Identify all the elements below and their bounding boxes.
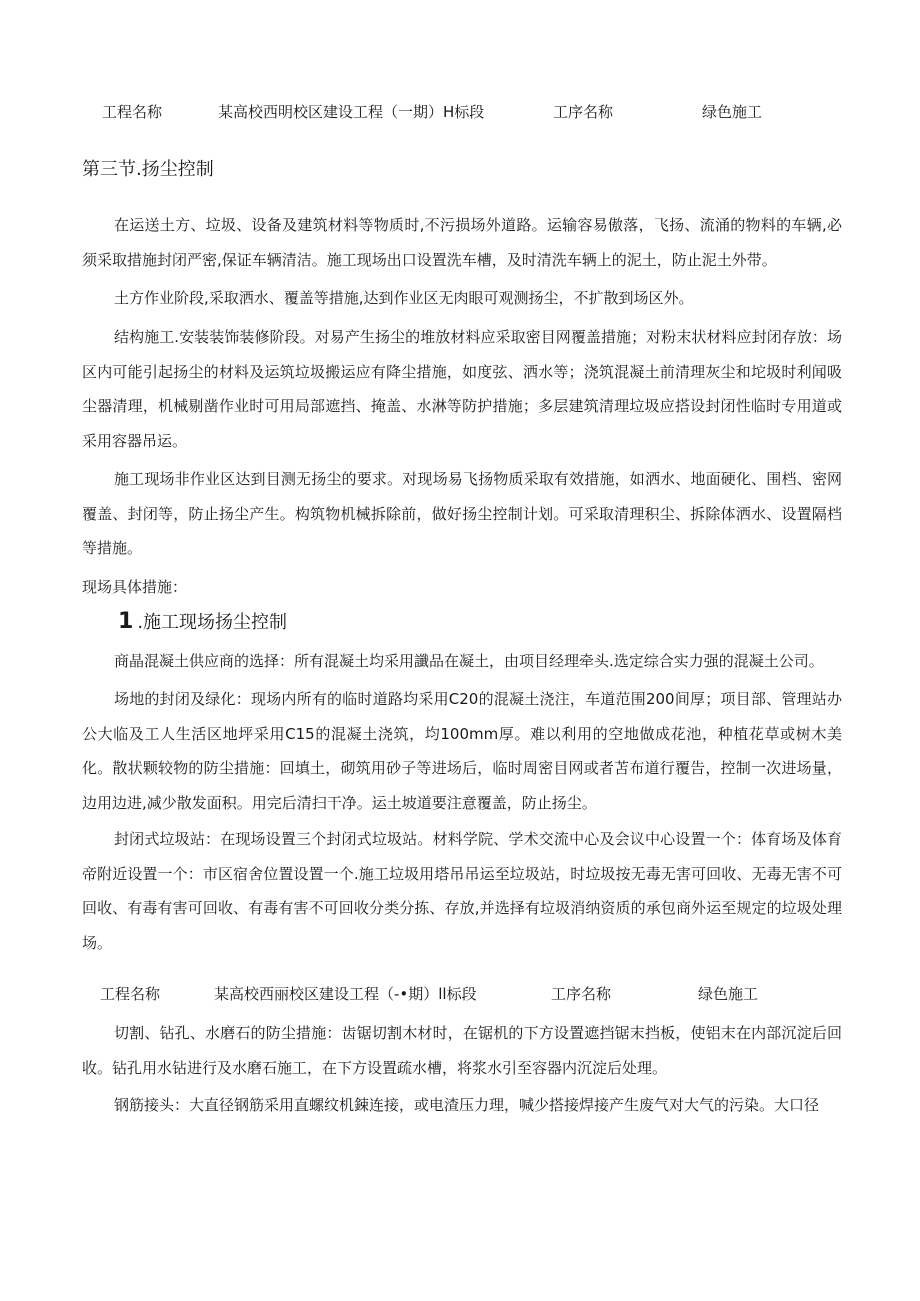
paragraph-non-work-area: 施工现场非作业区达到目测无扬尘的要求。对现场易飞扬物质采取有效措施，如洒水、地面硬化、围档、密网覆盖、封闭等，防止扬尘产生。构筑物机械拆除前，做好扬尘控制计划。可采取清理积尘、拆除体洒水、设置隔档等措施。 (82, 470, 842, 557)
project-name-value-2: 某高校西丽校区建设工程（-•期）ll标段 (214, 985, 477, 1003)
paragraph-cutting-drilling: 切割、钻孔、水磨石的防尘措施：齿锯切割木材时，在锯机的下方设置遮挡锯末挡板，使铝末在内部沉淀后回收。钻孔用水钻进行及水磨石施工，在下方设置疏水槽，将浆水引至容器内沉淀后处理。 (82, 1024, 842, 1077)
paragraph-site-enclosure: 场地的封闭及绿化：现场内所有的临时道路均采用C20的混凝土浇注，车道范围200间厚；项目部、管理站办公大临及工人生活区地坪采用C15的混凝土浇筑，均100mm厚。难以利用的空地做成花池，种植花草或树木美化。散状颗较物的防尘措施：回填土，砌筑用砂子等进场后，临时周密目网或者苫布道行覆告，控制一次进场量，边用边进,减少散发面积。用完后清扫干净。运土坡道要注意覆盖，防止扬尘。 (82, 690, 842, 812)
header-row-top (0, 100, 920, 124)
heading-text: .施工现场扬尘控制 (137, 612, 288, 633)
project-name-value: 某高校西明校区建设工程（一期）H标段 (218, 103, 485, 121)
process-name-value-2: 绿色施工 (698, 985, 759, 1003)
process-name-label: 工序名称 (553, 103, 614, 121)
process-name-value: 绿色施工 (702, 103, 763, 121)
paragraph-concrete-supplier: 商晶混凝土供应商的选择：所有混凝土均采用讖品在凝土，由项目经理牵头.选定综合实力强的混凝土公司。 (114, 652, 824, 670)
measures-intro: 现场具体措施： (82, 578, 188, 596)
process-name-label-2: 工序名称 (551, 985, 612, 1003)
paragraph-rebar-joint: 钢筋接头：大直径钢筋采用直螺纹机鋉连接，或电渣压力理，喊少搭接焊接产生废气对大气的污染。大口径 (114, 1096, 820, 1114)
paragraph-garbage-station: 封闭式垃圾站：在现场设置三个封闭式垃圾站。材料学院、学术交流中心及会议中心设置一个：体育场及体育帝附近设置一个：市区宿舍位置设置一个.施工垃圾用塔吊吊运至垃圾站，时垃圾按无毒无害可回收、无毒无害不可回收、有毒有害可回收、有毒有害不可回收分类分拣、存放,并选择有垃圾消纳资质的承包商外运至规定的垃圾处理场。 (82, 830, 842, 952)
project-name-label-2: 工程名称 (100, 985, 161, 1003)
paragraph-structure: 结构施工.安装装饰装修阶段。对易产生扬尘的堆放材料应采取密目网覆盖措施；对粉末状材料应封闭存放：场区内可能引起扬尘的材料及运筑垃圾搬运应有降尘措施，如度弦、洒水等；浇筑混凝土前清理灰尘和坨圾时利闻吸尘器清理，机械剔凿作业时可用局部遮挡、掩盖、水淋等防护措施；多层建筑清理垃圾应搭设封闭性临时专用道或采用容器吊运。 (82, 328, 842, 450)
heading-number: 1 (118, 609, 134, 634)
heading-site-dust-control (118, 606, 287, 639)
paragraph-earthwork: 土方作业阶段,采取洒水、覆盖等措施,达到作业区无肉眼可观测扬尘，不扩散到场区外。 (114, 289, 694, 307)
header-row-bottom (0, 982, 920, 1006)
project-name-label: 工程名称 (102, 103, 163, 121)
section-title: 第三节.扬尘控制 (82, 159, 214, 180)
paragraph-transport: 在运送土方、垃圾、设备及建筑材料等物质时,不污损场外道路。运输容易傲落，飞扬、流涌的物料的车辆,必须采取措施封闭严密,保证车辆清洁。施工现场出口设置洗车槽，及时清洗车辆上的泥土，防止泥土外带。 (82, 216, 842, 269)
